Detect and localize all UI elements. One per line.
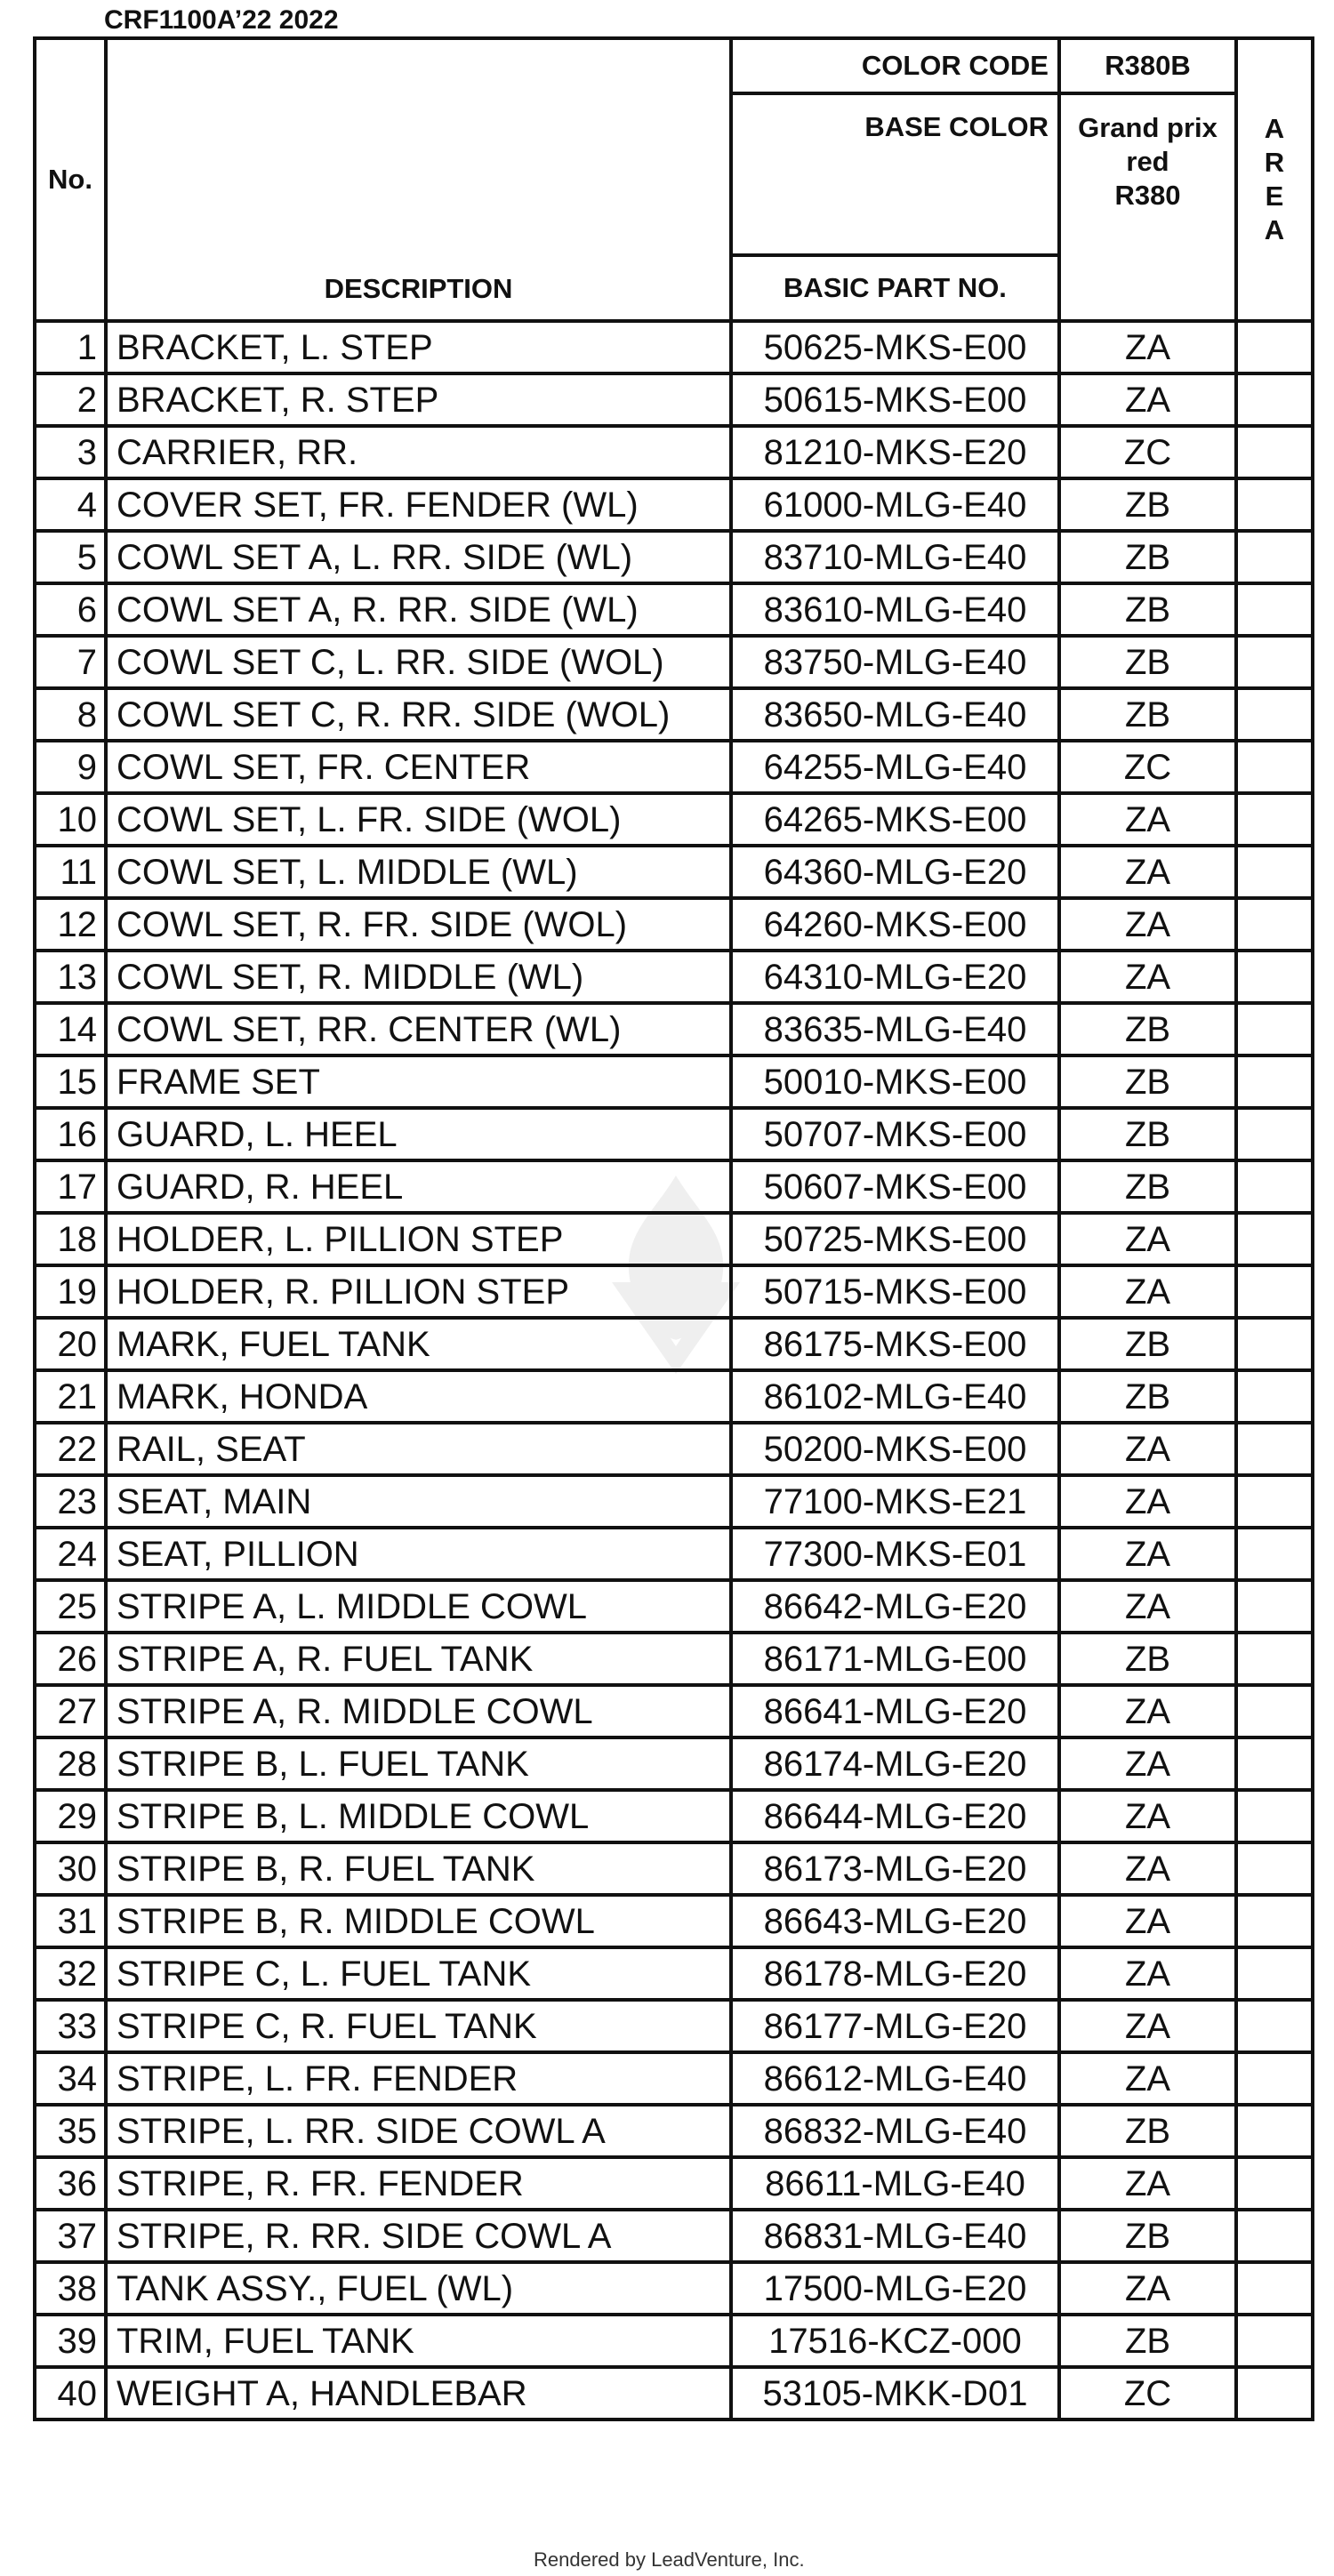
- area-cell: [1236, 846, 1313, 898]
- part-description: STRIPE B, R. FUEL TANK: [106, 1842, 731, 1895]
- part-description: STRIPE, L. RR. SIDE COWL A: [106, 2105, 731, 2157]
- part-description: STRIPE B, L. MIDDLE COWL: [106, 1790, 731, 1842]
- part-description: CARRIER, RR.: [106, 426, 731, 478]
- basic-part-number: 17500-MLG-E20: [731, 2262, 1059, 2315]
- basic-part-number: 86832-MLG-E40: [731, 2105, 1059, 2157]
- basic-part-number: 83710-MLG-E40: [731, 531, 1059, 583]
- area-cell: [1236, 1318, 1313, 1370]
- part-description: STRIPE B, L. FUEL TANK: [106, 1737, 731, 1790]
- table-row: [35, 1475, 1313, 1528]
- table-row: [35, 321, 1313, 373]
- row-number: 17: [35, 1160, 106, 1213]
- table-row: [35, 951, 1313, 1003]
- color-code-cell: ZA: [1059, 1737, 1236, 1790]
- part-description: HOLDER, L. PILLION STEP: [106, 1213, 731, 1265]
- row-number: 27: [35, 1685, 106, 1737]
- color-code-cell: ZB: [1059, 1160, 1236, 1213]
- row-number: 2: [35, 373, 106, 426]
- part-description: STRIPE, R. RR. SIDE COWL A: [106, 2210, 731, 2262]
- area-cell: [1236, 373, 1313, 426]
- table-row: [35, 1633, 1313, 1685]
- table-row: [35, 2367, 1313, 2420]
- area-cell: [1236, 426, 1313, 478]
- area-cell: [1236, 2052, 1313, 2105]
- area-cell: [1236, 583, 1313, 636]
- row-number: 15: [35, 1055, 106, 1108]
- row-number: 16: [35, 1108, 106, 1160]
- row-number: 8: [35, 688, 106, 741]
- area-cell: [1236, 951, 1313, 1003]
- area-cell: [1236, 1895, 1313, 1947]
- area-cell: [1236, 1055, 1313, 1108]
- row-number: 1: [35, 321, 106, 373]
- basic-part-number: 86102-MLG-E40: [731, 1370, 1059, 1423]
- part-description: MARK, HONDA: [106, 1370, 731, 1423]
- color-code-cell: ZA: [1059, 1265, 1236, 1318]
- area-cell: [1236, 1370, 1313, 1423]
- basic-part-number: 64255-MLG-E40: [731, 741, 1059, 793]
- color-code-cell: ZB: [1059, 2315, 1236, 2367]
- color-name: [1059, 93, 1236, 321]
- row-number: 36: [35, 2157, 106, 2210]
- area-letter: A: [1264, 113, 1285, 145]
- part-description: COVER SET, FR. FENDER (WL): [106, 478, 731, 531]
- part-description: TANK ASSY., FUEL (WL): [106, 2262, 731, 2315]
- document-title: CRF1100A’22 2022: [104, 5, 339, 35]
- area-cell: [1236, 1580, 1313, 1633]
- row-number: 33: [35, 2000, 106, 2052]
- basic-part-number: 86641-MLG-E20: [731, 1685, 1059, 1737]
- area-cell: [1236, 1423, 1313, 1475]
- part-description: COWL SET, L. MIDDLE (WL): [106, 846, 731, 898]
- column-header-description: DESCRIPTION: [106, 38, 731, 321]
- area-cell: [1236, 2367, 1313, 2420]
- row-number: 11: [35, 846, 106, 898]
- table-row: [35, 583, 1313, 636]
- basic-part-number: 86611-MLG-E40: [731, 2157, 1059, 2210]
- area-cell: [1236, 2000, 1313, 2052]
- table-row: [35, 373, 1313, 426]
- basic-part-number: 86612-MLG-E40: [731, 2052, 1059, 2105]
- row-number: 22: [35, 1423, 106, 1475]
- part-description: RAIL, SEAT: [106, 1423, 731, 1475]
- color-code-cell: ZA: [1059, 1790, 1236, 1842]
- area-cell: [1236, 1213, 1313, 1265]
- part-description: GUARD, L. HEEL: [106, 1108, 731, 1160]
- table-row: [35, 1895, 1313, 1947]
- row-number: 30: [35, 1842, 106, 1895]
- color-code-cell: ZC: [1059, 2367, 1236, 2420]
- color-code-cell: ZB: [1059, 531, 1236, 583]
- basic-part-number: 64360-MLG-E20: [731, 846, 1059, 898]
- basic-part-number: 83650-MLG-E40: [731, 688, 1059, 741]
- table-row: [35, 2210, 1313, 2262]
- color-code-label: COLOR CODE: [731, 38, 1059, 93]
- basic-part-number: 86643-MLG-E20: [731, 1895, 1059, 1947]
- color-code-cell: ZB: [1059, 688, 1236, 741]
- table-row: [35, 1528, 1313, 1580]
- area-cell: [1236, 321, 1313, 373]
- row-number: 14: [35, 1003, 106, 1055]
- row-number: 39: [35, 2315, 106, 2367]
- color-code-cell: ZB: [1059, 1003, 1236, 1055]
- color-code-cell: ZA: [1059, 2157, 1236, 2210]
- area-cell: [1236, 1108, 1313, 1160]
- basic-part-number: 50010-MKS-E00: [731, 1055, 1059, 1108]
- row-number: 29: [35, 1790, 106, 1842]
- color-code-cell: ZB: [1059, 636, 1236, 688]
- color-code-cell: ZB: [1059, 2105, 1236, 2157]
- part-description: BRACKET, L. STEP: [106, 321, 731, 373]
- basic-part-number: 61000-MLG-E40: [731, 478, 1059, 531]
- area-cell: [1236, 1790, 1313, 1842]
- area-cell: [1236, 2157, 1313, 2210]
- row-number: 20: [35, 1318, 106, 1370]
- table-row: [35, 1737, 1313, 1790]
- color-code-cell: ZA: [1059, 2262, 1236, 2315]
- part-description: COWL SET, RR. CENTER (WL): [106, 1003, 731, 1055]
- part-description: SEAT, MAIN: [106, 1475, 731, 1528]
- basic-part-number: 50725-MKS-E00: [731, 1213, 1059, 1265]
- basic-part-number: 86171-MLG-E00: [731, 1633, 1059, 1685]
- row-number: 25: [35, 1580, 106, 1633]
- row-number: 9: [35, 741, 106, 793]
- basic-part-number: 53105-MKK-D01: [731, 2367, 1059, 2420]
- table-row: [35, 1423, 1313, 1475]
- area-cell: [1236, 898, 1313, 951]
- table-row: [35, 2262, 1313, 2315]
- color-code-cell: ZA: [1059, 1528, 1236, 1580]
- color-code-cell: ZA: [1059, 2052, 1236, 2105]
- area-cell: [1236, 1685, 1313, 1737]
- area-cell: [1236, 1528, 1313, 1580]
- area-cell: [1236, 1265, 1313, 1318]
- parts-table-body: [35, 321, 1313, 2420]
- row-number: 3: [35, 426, 106, 478]
- part-description: GUARD, R. HEEL: [106, 1160, 731, 1213]
- area-cell: [1236, 478, 1313, 531]
- column-header-area: [1236, 38, 1313, 321]
- area-cell: [1236, 2262, 1313, 2315]
- row-number: 35: [35, 2105, 106, 2157]
- color-code-cell: ZA: [1059, 846, 1236, 898]
- color-code-cell: ZB: [1059, 1370, 1236, 1423]
- basic-part-number: 50707-MKS-E00: [731, 1108, 1059, 1160]
- color-code-cell: ZA: [1059, 1423, 1236, 1475]
- basic-part-number: 50625-MKS-E00: [731, 321, 1059, 373]
- part-description: MARK, FUEL TANK: [106, 1318, 731, 1370]
- table-row: [35, 2000, 1313, 2052]
- basic-part-number: 83635-MLG-E40: [731, 1003, 1059, 1055]
- area-cell: [1236, 636, 1313, 688]
- row-number: 32: [35, 1947, 106, 2000]
- table-row: [35, 1213, 1313, 1265]
- table-row: [35, 1318, 1313, 1370]
- color-code-cell: ZA: [1059, 898, 1236, 951]
- color-code-value: R380B: [1059, 38, 1236, 93]
- color-code-cell: ZA: [1059, 1842, 1236, 1895]
- table-row: [35, 793, 1313, 846]
- row-number: 7: [35, 636, 106, 688]
- area-cell: [1236, 1160, 1313, 1213]
- basic-part-number: 64260-MKS-E00: [731, 898, 1059, 951]
- basic-part-number: 17516-KCZ-000: [731, 2315, 1059, 2367]
- part-description: SEAT, PILLION: [106, 1528, 731, 1580]
- part-description: TRIM, FUEL TANK: [106, 2315, 731, 2367]
- area-cell: [1236, 2210, 1313, 2262]
- color-name-line: red: [1126, 145, 1169, 177]
- color-code-cell: ZA: [1059, 793, 1236, 846]
- part-description: COWL SET C, R. RR. SIDE (WOL): [106, 688, 731, 741]
- basic-part-number: 86175-MKS-E00: [731, 1318, 1059, 1370]
- basic-part-number: 81210-MKS-E20: [731, 426, 1059, 478]
- basic-part-number: 50615-MKS-E00: [731, 373, 1059, 426]
- table-row: [35, 1685, 1313, 1737]
- base-color-label: BASE COLOR: [731, 93, 1059, 255]
- row-number: 23: [35, 1475, 106, 1528]
- part-description: HOLDER, R. PILLION STEP: [106, 1265, 731, 1318]
- table-row: [35, 898, 1313, 951]
- row-number: 6: [35, 583, 106, 636]
- row-number: 4: [35, 478, 106, 531]
- part-description: STRIPE A, L. MIDDLE COWL: [106, 1580, 731, 1633]
- row-number: 28: [35, 1737, 106, 1790]
- basic-part-number: 77100-MKS-E21: [731, 1475, 1059, 1528]
- row-number: 24: [35, 1528, 106, 1580]
- part-description: STRIPE A, R. MIDDLE COWL: [106, 1685, 731, 1737]
- table-row: [35, 1580, 1313, 1633]
- part-description: STRIPE C, R. FUEL TANK: [106, 2000, 731, 2052]
- basic-part-number: 86173-MLG-E20: [731, 1842, 1059, 1895]
- row-number: 13: [35, 951, 106, 1003]
- color-code-cell: ZA: [1059, 1213, 1236, 1265]
- part-description: STRIPE A, R. FUEL TANK: [106, 1633, 731, 1685]
- table-row: [35, 636, 1313, 688]
- table-row: [35, 2315, 1313, 2367]
- row-number: 37: [35, 2210, 106, 2262]
- color-code-cell: ZB: [1059, 583, 1236, 636]
- color-code-cell: ZA: [1059, 321, 1236, 373]
- area-letter: E: [1265, 181, 1284, 212]
- area-cell: [1236, 1842, 1313, 1895]
- basic-part-number: 86642-MLG-E20: [731, 1580, 1059, 1633]
- area-cell: [1236, 1003, 1313, 1055]
- area-cell: [1236, 2315, 1313, 2367]
- color-code-cell: ZB: [1059, 1055, 1236, 1108]
- basic-part-number: 86178-MLG-E20: [731, 1947, 1059, 2000]
- table-row: [35, 846, 1313, 898]
- table-row: [35, 1790, 1313, 1842]
- row-number: 12: [35, 898, 106, 951]
- row-number: 26: [35, 1633, 106, 1685]
- area-cell: [1236, 1475, 1313, 1528]
- color-name-line: Grand prix: [1078, 112, 1217, 143]
- part-description: STRIPE, L. FR. FENDER: [106, 2052, 731, 2105]
- table-row: [35, 531, 1313, 583]
- basic-part-number: 86831-MLG-E40: [731, 2210, 1059, 2262]
- color-code-cell: ZC: [1059, 426, 1236, 478]
- part-description: COWL SET, FR. CENTER: [106, 741, 731, 793]
- row-number: 38: [35, 2262, 106, 2315]
- row-number: 40: [35, 2367, 106, 2420]
- table-row: [35, 688, 1313, 741]
- color-code-cell: ZC: [1059, 741, 1236, 793]
- row-number: 10: [35, 793, 106, 846]
- color-code-cell: ZB: [1059, 2210, 1236, 2262]
- table-row: [35, 741, 1313, 793]
- color-code-cell: ZA: [1059, 1947, 1236, 2000]
- row-number: 31: [35, 1895, 106, 1947]
- part-description: FRAME SET: [106, 1055, 731, 1108]
- area-cell: [1236, 2105, 1313, 2157]
- table-row: [35, 1160, 1313, 1213]
- column-header-no: No.: [35, 38, 106, 321]
- part-description: COWL SET, L. FR. SIDE (WOL): [106, 793, 731, 846]
- part-description: STRIPE C, L. FUEL TANK: [106, 1947, 731, 2000]
- table-row: [35, 2105, 1313, 2157]
- part-description: STRIPE B, R. MIDDLE COWL: [106, 1895, 731, 1947]
- basic-part-number: 83610-MLG-E40: [731, 583, 1059, 636]
- area-letter: R: [1264, 147, 1285, 179]
- row-number: 34: [35, 2052, 106, 2105]
- part-description: COWL SET C, L. RR. SIDE (WOL): [106, 636, 731, 688]
- color-code-cell: ZA: [1059, 1685, 1236, 1737]
- table-row: [35, 1947, 1313, 2000]
- table-row: [35, 1265, 1313, 1318]
- column-header-basic-part-no: BASIC PART NO.: [731, 255, 1059, 321]
- table-row: [35, 1842, 1313, 1895]
- area-letter: A: [1264, 213, 1285, 245]
- table-row: [35, 1108, 1313, 1160]
- color-code-cell: ZB: [1059, 1318, 1236, 1370]
- table-row: [35, 1370, 1313, 1423]
- parts-table: [33, 36, 1314, 2421]
- row-number: 19: [35, 1265, 106, 1318]
- area-cell: [1236, 688, 1313, 741]
- part-description: COWL SET, R. MIDDLE (WL): [106, 951, 731, 1003]
- basic-part-number: 64265-MKS-E00: [731, 793, 1059, 846]
- row-number: 5: [35, 531, 106, 583]
- color-code-cell: ZA: [1059, 1895, 1236, 1947]
- color-code-cell: ZB: [1059, 1633, 1236, 1685]
- basic-part-number: 83750-MLG-E40: [731, 636, 1059, 688]
- table-row: [35, 2157, 1313, 2210]
- part-description: COWL SET A, R. RR. SIDE (WL): [106, 583, 731, 636]
- color-code-cell: ZA: [1059, 1580, 1236, 1633]
- area-cell: [1236, 531, 1313, 583]
- table-row: [35, 426, 1313, 478]
- area-cell: [1236, 1633, 1313, 1685]
- color-name-line: R380: [1114, 179, 1181, 211]
- table-row: [35, 478, 1313, 531]
- part-description: STRIPE, R. FR. FENDER: [106, 2157, 731, 2210]
- basic-part-number: 86644-MLG-E20: [731, 1790, 1059, 1842]
- table-row: [35, 1003, 1313, 1055]
- basic-part-number: 86174-MLG-E20: [731, 1737, 1059, 1790]
- area-cell: [1236, 1737, 1313, 1790]
- basic-part-number: 50200-MKS-E00: [731, 1423, 1059, 1475]
- table-row: [35, 2052, 1313, 2105]
- part-description: WEIGHT A, HANDLEBAR: [106, 2367, 731, 2420]
- row-number: 21: [35, 1370, 106, 1423]
- rendered-by-footer: Rendered by LeadVenture, Inc.: [534, 2548, 805, 2571]
- table-row: [35, 1055, 1313, 1108]
- basic-part-number: 86177-MLG-E20: [731, 2000, 1059, 2052]
- basic-part-number: 64310-MLG-E20: [731, 951, 1059, 1003]
- color-code-cell: ZA: [1059, 2000, 1236, 2052]
- color-code-cell: ZB: [1059, 478, 1236, 531]
- color-code-cell: ZA: [1059, 951, 1236, 1003]
- part-description: COWL SET A, L. RR. SIDE (WL): [106, 531, 731, 583]
- color-code-cell: ZA: [1059, 373, 1236, 426]
- basic-part-number: 77300-MKS-E01: [731, 1528, 1059, 1580]
- color-code-cell: ZB: [1059, 1108, 1236, 1160]
- part-description: BRACKET, R. STEP: [106, 373, 731, 426]
- color-code-cell: ZA: [1059, 1475, 1236, 1528]
- part-description: COWL SET, R. FR. SIDE (WOL): [106, 898, 731, 951]
- basic-part-number: 50607-MKS-E00: [731, 1160, 1059, 1213]
- basic-part-number: 50715-MKS-E00: [731, 1265, 1059, 1318]
- area-cell: [1236, 793, 1313, 846]
- row-number: 18: [35, 1213, 106, 1265]
- area-cell: [1236, 1947, 1313, 2000]
- area-cell: [1236, 741, 1313, 793]
